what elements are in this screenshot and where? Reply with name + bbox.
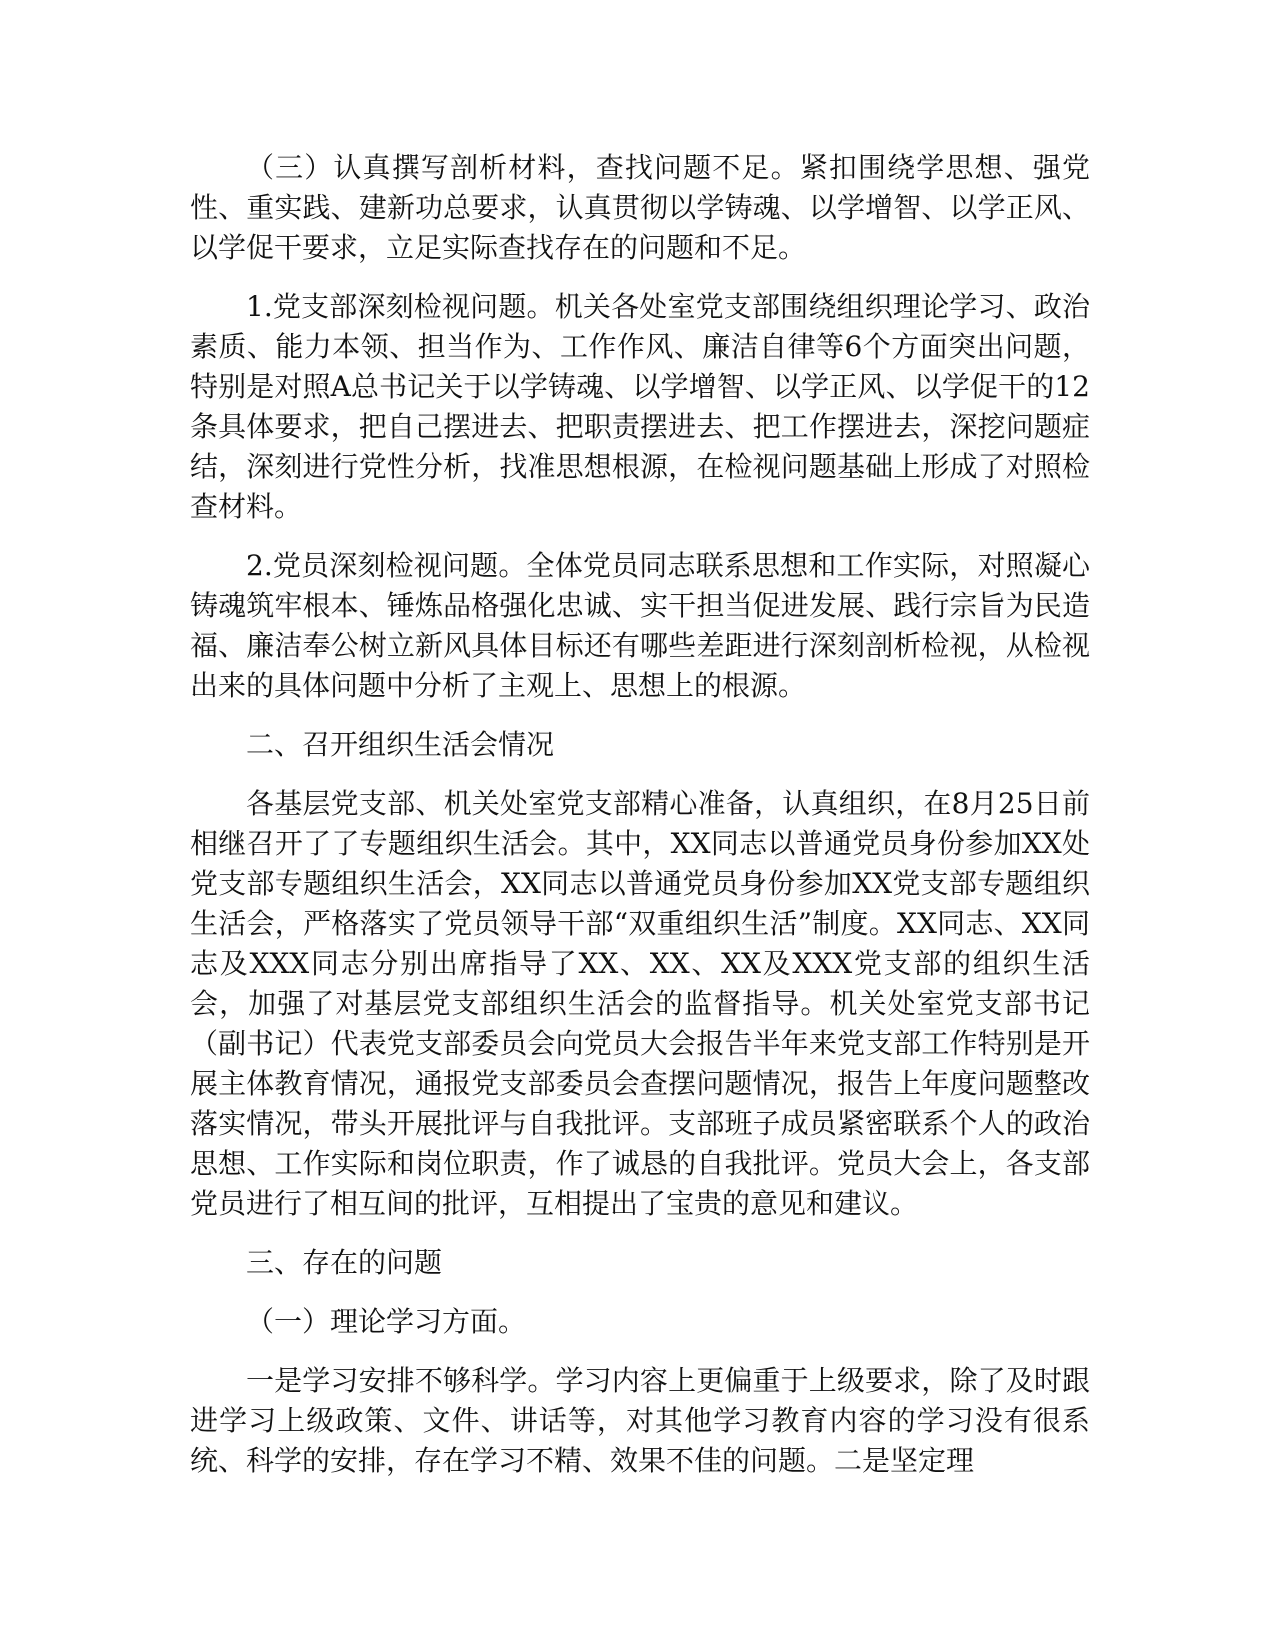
paragraph-member-review: 2.党员深刻检视问题。全体党员同志联系思想和工作实际，对照凝心铸魂筑牢根本、锤炼品格强化忠诚、实干担当促进发展、践行宗旨为民造福、廉洁奉公树立新风具体目标还有哪些差距进行深刻剖析检视，从检视出来的具体问题中分析了主观上、思想上的根源。 xyxy=(190,549,1090,702)
subsection-heading-theory-study: （一）理论学习方面。 xyxy=(246,1305,527,1338)
paragraph-theory-study: 一是学习安排不够科学。学习内容上更偏重于上级要求，除了及时跟进学习上级政策、文件、讲话等，对其他学习教育内容的学习没有很系统、科学的安排，存在学习不精、效果不佳的问题。二是坚定理 xyxy=(190,1364,1090,1477)
paragraph-meetings: 各基层党支部、机关处室党支部精心准备，认真组织，在8月25日前相继召开了了专题组织生活会。其中，XX同志以普通党员身份参加XX处党支部专题组织生活会，XX同志以普通党员身份参加XX党支部专题组织生活会，严格落实了党员领导干部“双重组织生活”制度。XX同志、XX同志及XXX同志分别出席指导了XX、XX、XX及XXX党支部的组织生活会，加强了对基层党支部组织生活会的监督指导。机关处室党支部书记（副书记）代表党支部委员会向党员大会报告半年来党支部工作特别是开展主体教育情况，通报党支部委员会查摆问题情况，报告上年度问题整改落实情况，带头开展批评与自我批评。支部班子成员紧密联系个人的政治思想、工作实际和岗位职责，作了诚恳的自我批评。党员大会上，各支部党员进行了相互间的批评，互相提出了宝贵的意见和建议。 xyxy=(190,787,1090,1220)
section-heading-problems: 三、存在的问题 xyxy=(246,1246,443,1279)
paragraph-branch-review: 1.党支部深刻检视问题。机关各处室党支部围绕组织理论学习、政治素质、能力本领、担当作为、工作作风、廉洁自律等6个方面突出问题，特别是对照A总书记关于以学铸魂、以学增智、以学正风、以学促干的12条具体要求，把自己摆进去、把职责摆进去、把工作摆进去，深挖问题症结，深刻进行党性分析，找准思想根源，在检视问题基础上形成了对照检查材料。 xyxy=(190,290,1090,523)
document-body xyxy=(190,148,1090,1500)
section-heading-meetings: 二、召开组织生活会情况 xyxy=(246,728,555,761)
paragraph-analysis-materials: （三）认真撰写剖析材料，查找问题不足。紧扣围绕学思想、强党性、重实践、建新功总要求，认真贯彻以学铸魂、以学增智、以学正风、以学促干要求，立足实际查找存在的问题和不足。 xyxy=(190,151,1090,264)
